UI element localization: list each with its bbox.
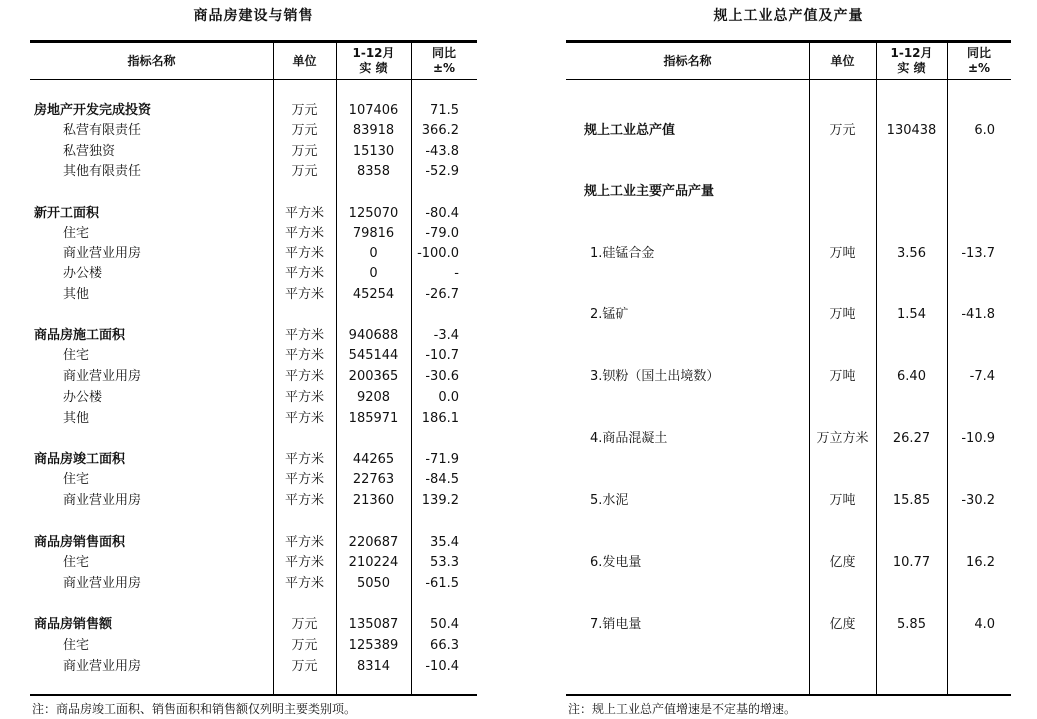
row-unit: 万元 bbox=[291, 638, 318, 653]
row-unit: 平方米 bbox=[284, 226, 324, 241]
row-unit: 平方米 bbox=[284, 206, 324, 221]
table-row bbox=[30, 491, 477, 511]
table-row bbox=[566, 182, 1011, 202]
header-period: 1-12月 实 绩 bbox=[890, 46, 933, 75]
row-yoy: -30.2 bbox=[961, 493, 995, 508]
row-unit: 亿度 bbox=[829, 555, 856, 570]
row-value: 210224 bbox=[348, 555, 399, 570]
row-name: 商业营业用房 bbox=[63, 659, 142, 674]
row-unit: 万立方米 bbox=[816, 431, 869, 446]
row-name: 商业营业用房 bbox=[63, 369, 142, 384]
header-unit: 单位 bbox=[292, 53, 317, 68]
row-unit: 平方米 bbox=[284, 287, 324, 302]
table-row bbox=[30, 346, 477, 366]
row-name: 商业营业用房 bbox=[63, 246, 142, 261]
table-row bbox=[30, 409, 477, 429]
row-unit: 平方米 bbox=[284, 555, 324, 570]
row-yoy: -3.4 bbox=[433, 328, 459, 343]
row-yoy: -30.6 bbox=[425, 369, 459, 384]
row-name: 5.水泥 bbox=[590, 493, 629, 508]
row-name: 私营独资 bbox=[63, 144, 116, 159]
row-unit: 平方米 bbox=[284, 369, 324, 384]
row-value: 125070 bbox=[348, 206, 399, 221]
row-value: 125389 bbox=[348, 638, 399, 653]
row-name: 私营有限责任 bbox=[63, 123, 142, 138]
row-unit: 万元 bbox=[291, 103, 318, 118]
row-unit: 万元 bbox=[291, 123, 318, 138]
table-row bbox=[30, 244, 477, 264]
row-name: 其他有限责任 bbox=[63, 164, 142, 179]
row-yoy: -10.4 bbox=[425, 659, 459, 674]
row-name: 办公楼 bbox=[63, 266, 103, 281]
row-value: 1.54 bbox=[897, 307, 926, 322]
row-unit: 平方米 bbox=[284, 328, 324, 343]
row-yoy: - bbox=[454, 266, 459, 281]
table-row bbox=[30, 326, 477, 346]
row-unit: 万吨 bbox=[829, 369, 856, 384]
row-unit: 万吨 bbox=[829, 246, 856, 261]
table-row bbox=[30, 162, 477, 182]
row-unit: 平方米 bbox=[284, 493, 324, 508]
header-period: 1-12月 实 绩 bbox=[352, 46, 395, 75]
table-row bbox=[30, 142, 477, 162]
row-name: 办公楼 bbox=[63, 390, 103, 405]
row-name: 房地产开发完成投资 bbox=[34, 103, 152, 118]
row-value: 220687 bbox=[348, 535, 399, 550]
row-value: 185971 bbox=[348, 411, 399, 426]
table-row bbox=[30, 636, 477, 656]
industrial-output-table bbox=[566, 0, 1011, 719]
row-value: 22763 bbox=[352, 472, 395, 487]
row-unit: 平方米 bbox=[284, 452, 324, 467]
row-name: 6.发电量 bbox=[590, 555, 642, 570]
row-unit: 万元 bbox=[829, 123, 856, 138]
row-value: 5050 bbox=[356, 576, 391, 591]
row-value: 200365 bbox=[348, 369, 399, 384]
row-unit: 平方米 bbox=[284, 472, 324, 487]
table-row bbox=[30, 264, 477, 284]
footnote: 注：商品房竣工面积、销售面积和销售额仅列明主要类别项。 bbox=[32, 702, 357, 716]
row-yoy: -13.7 bbox=[961, 246, 995, 261]
row-unit: 平方米 bbox=[284, 246, 324, 261]
header-unit: 单位 bbox=[830, 53, 855, 68]
row-value: 135087 bbox=[348, 617, 399, 632]
row-yoy: 35.4 bbox=[430, 535, 459, 550]
row-name: 7.销电量 bbox=[590, 617, 642, 632]
row-value: 45254 bbox=[352, 287, 395, 302]
row-value: 15130 bbox=[352, 144, 395, 159]
header-yoy: 同比 ±% bbox=[966, 46, 991, 75]
header-rule bbox=[566, 79, 1011, 80]
table-row bbox=[30, 574, 477, 594]
row-value: 8314 bbox=[356, 659, 391, 674]
row-yoy: 4.0 bbox=[974, 617, 995, 632]
row-yoy: -52.9 bbox=[425, 164, 459, 179]
table-title: 商品房建设与销售 bbox=[193, 8, 314, 24]
row-yoy: -10.9 bbox=[961, 431, 995, 446]
row-value: 545144 bbox=[348, 348, 399, 363]
row-unit: 平方米 bbox=[284, 390, 324, 405]
table-row bbox=[566, 244, 1011, 264]
row-yoy: -71.9 bbox=[425, 452, 459, 467]
table-row bbox=[30, 285, 477, 305]
row-value: 0 bbox=[369, 266, 378, 281]
header-name: 指标名称 bbox=[127, 53, 176, 68]
row-yoy: 186.1 bbox=[421, 411, 459, 426]
row-name: 3.钡粉（国土出境数） bbox=[590, 369, 720, 384]
row-yoy: -80.4 bbox=[425, 206, 459, 221]
row-name: 规上工业总产值 bbox=[584, 123, 676, 138]
row-yoy: -43.8 bbox=[425, 144, 459, 159]
row-value: 940688 bbox=[348, 328, 399, 343]
table-row bbox=[30, 533, 477, 553]
row-name: 新开工面积 bbox=[34, 206, 100, 221]
table-row bbox=[30, 553, 477, 573]
row-yoy: 50.4 bbox=[430, 617, 459, 632]
row-yoy: 53.3 bbox=[430, 555, 459, 570]
footnote: 注：规上工业总产值增速是不定基的增速。 bbox=[568, 702, 797, 716]
row-yoy: 366.2 bbox=[421, 123, 459, 138]
row-unit: 平方米 bbox=[284, 266, 324, 281]
bottom-rule bbox=[30, 694, 477, 696]
table-row bbox=[30, 388, 477, 408]
row-name: 商品房施工面积 bbox=[34, 328, 126, 343]
row-yoy: 66.3 bbox=[430, 638, 459, 653]
row-yoy: 16.2 bbox=[966, 555, 995, 570]
row-value: 83918 bbox=[352, 123, 395, 138]
row-value: 107406 bbox=[348, 103, 399, 118]
row-name: 商业营业用房 bbox=[63, 493, 142, 508]
row-yoy: -79.0 bbox=[425, 226, 459, 241]
header-yoy: 同比 ±% bbox=[431, 46, 456, 75]
table-row bbox=[30, 450, 477, 470]
row-value: 15.85 bbox=[892, 493, 931, 508]
table-row bbox=[30, 224, 477, 244]
row-name: 2.锰矿 bbox=[590, 307, 629, 322]
row-yoy: -7.4 bbox=[969, 369, 995, 384]
row-unit: 亿度 bbox=[829, 617, 856, 632]
table-row bbox=[30, 121, 477, 141]
row-value: 8358 bbox=[356, 164, 391, 179]
row-name: 其他 bbox=[63, 287, 90, 302]
row-value: 21360 bbox=[352, 493, 395, 508]
row-value: 79816 bbox=[352, 226, 395, 241]
row-name: 住宅 bbox=[63, 472, 90, 487]
table-row bbox=[30, 101, 477, 121]
row-name: 商品房竣工面积 bbox=[34, 452, 126, 467]
row-name: 商业营业用房 bbox=[63, 576, 142, 591]
row-unit: 平方米 bbox=[284, 348, 324, 363]
table-row bbox=[30, 204, 477, 224]
table-row bbox=[30, 657, 477, 677]
row-yoy: -26.7 bbox=[425, 287, 459, 302]
row-unit: 万元 bbox=[291, 617, 318, 632]
row-yoy: -10.7 bbox=[425, 348, 459, 363]
row-yoy: -41.8 bbox=[961, 307, 995, 322]
table-row bbox=[566, 305, 1011, 325]
row-unit: 万吨 bbox=[829, 307, 856, 322]
row-yoy: -100.0 bbox=[417, 246, 459, 261]
row-unit: 平方米 bbox=[284, 411, 324, 426]
row-value: 3.56 bbox=[897, 246, 926, 261]
row-name: 其他 bbox=[63, 411, 90, 426]
row-value: 44265 bbox=[352, 452, 395, 467]
row-name: 住宅 bbox=[63, 348, 90, 363]
row-unit: 万元 bbox=[291, 164, 318, 179]
row-yoy: -84.5 bbox=[425, 472, 459, 487]
row-value: 26.27 bbox=[892, 431, 931, 446]
row-unit: 平方米 bbox=[284, 576, 324, 591]
row-unit: 万吨 bbox=[829, 493, 856, 508]
real-estate-table bbox=[30, 0, 477, 719]
header-name: 指标名称 bbox=[663, 53, 712, 68]
row-name: 1.硅锰合金 bbox=[590, 246, 655, 261]
row-name: 住宅 bbox=[63, 638, 90, 653]
row-name: 商品房销售额 bbox=[34, 617, 113, 632]
header-rule bbox=[30, 79, 477, 80]
row-unit: 万元 bbox=[291, 144, 318, 159]
row-yoy: 71.5 bbox=[430, 103, 459, 118]
table-row bbox=[30, 470, 477, 490]
row-yoy: -61.5 bbox=[425, 576, 459, 591]
table-row bbox=[566, 615, 1011, 635]
row-value: 0 bbox=[369, 246, 378, 261]
row-name: 规上工业主要产品产量 bbox=[584, 184, 715, 199]
row-unit: 万元 bbox=[291, 659, 318, 674]
row-name: 住宅 bbox=[63, 226, 90, 241]
row-yoy: 139.2 bbox=[421, 493, 459, 508]
table-row bbox=[566, 429, 1011, 449]
table-row bbox=[566, 491, 1011, 511]
table-row bbox=[566, 121, 1011, 141]
table-title: 规上工业总产值及产量 bbox=[713, 8, 864, 24]
row-name: 住宅 bbox=[63, 555, 90, 570]
row-yoy: 0.0 bbox=[438, 390, 459, 405]
table-row bbox=[30, 367, 477, 387]
bottom-rule bbox=[566, 694, 1011, 696]
row-unit: 平方米 bbox=[284, 535, 324, 550]
row-yoy: 6.0 bbox=[974, 123, 995, 138]
row-name: 4.商品混凝土 bbox=[590, 431, 668, 446]
table-row bbox=[566, 553, 1011, 573]
row-value: 6.40 bbox=[897, 369, 926, 384]
row-value: 5.85 bbox=[897, 617, 926, 632]
row-value: 9208 bbox=[356, 390, 391, 405]
row-name: 商品房销售面积 bbox=[34, 535, 126, 550]
row-value: 130438 bbox=[886, 123, 937, 138]
table-row bbox=[566, 367, 1011, 387]
row-value: 10.77 bbox=[892, 555, 931, 570]
table-row bbox=[30, 615, 477, 635]
